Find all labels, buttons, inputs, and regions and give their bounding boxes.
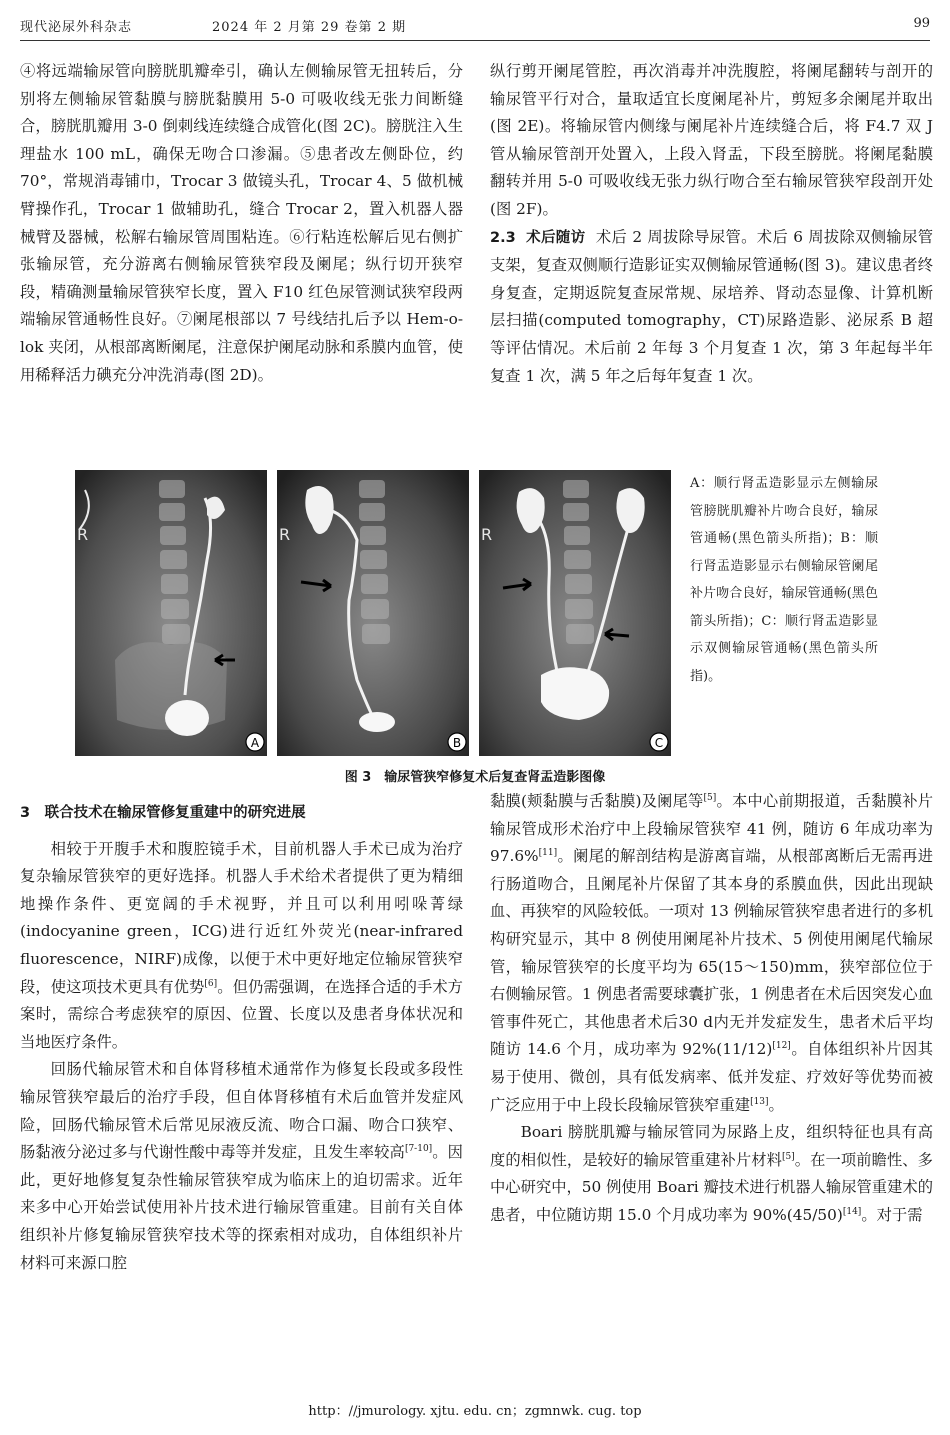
panel-label-c: C [654,736,664,750]
xray-image-c [479,470,671,756]
paragraph: 回肠代输尿管术和自体肾移植术通常作为修复长段或多段性输尿管狭窄最后的治疗手段，但自体肾移植有术后血管并发症风险，回肠代输尿管术后常见尿液反流、吻合口漏、吻合口狭窄、肠黏液分泌过多与代谢性酸中毒等并发症，且发生率较高[7-10]。因此，更好地修复复杂性输尿管狭窄成为临床上的迫切需求。近年来多中心开始尝试使用补片技术进行输尿管重建。目前有关自体组织补片修复输尿管狭窄技术等的探索相对成功，自体组织补片材料可来源口腔 [20,1060,463,1272]
figure-3-panels [75,470,675,756]
xray-image-b [277,470,469,756]
xray-panel-b [277,470,469,756]
citation: [5] [703,793,717,803]
panel-label-b: B [452,736,462,750]
citation: [14] [842,1206,862,1217]
citation: [12] [772,1041,791,1052]
paragraph: 相较于开腹手术和腹腔镜手术，目前机器人手术已成为治疗复杂输尿管狭窄的更好选择。机器人手术给术者提供了更为精细地操作条件、更宽阔的手术视野，并且可以利用吲哚菁绿(indocyanine green，ICG)进行近红外荧光(near-infrared fluorescence，NIRF)成像，以便于术中更好地定位输尿管狭窄段，使这项技术更具有优势[6]。但仍需强调，在选择合适的手术方案时，需综合考虑狭窄的原因、位置、长度以及患者身体状况和当地医疗条件。 [20,839,463,1051]
citation: [5] [781,1151,795,1162]
paragraph: 黏膜(颊黏膜与舌黏膜)及阑尾等[5]。本中心前期报道，舌黏膜补片输尿管成形术治疗中上段输尿管狭窄 41 例，随访 6 年成功率为 97.6%[11]。阑尾的解剖结构是游离盲端，从根部离断后无需再进行肠道吻合，且阑尾补片保留了其本身的系膜血供，因此出现缺血、再狭窄的风险较低。一项对 13 例输尿管狭窄患者进行的多机构研究显示，其中 8 例使用阑尾补片技术、5 例使用阑尾代输尿管，输尿管狭窄的长度平均为 65(15～150)mm，狭窄部位位于右侧输尿管。1 例患者需要球囊扩张，1 例患者在术后因突发心血管事件死亡，其他患者术后30 d内无并发症发生，患者术后平均随访 14.6 个月，成功率为 92%(11/12)[12]。自体组织补片因其易于使用、微创，具有低发病率、低并发症、疗效好等优势而被广泛应用于中上段长段输尿管狭窄重建[13]。 [490,792,933,1114]
panel-label-a: A [250,736,260,750]
citation: [13] [750,1096,769,1107]
figure-title: 图 3 输尿管狭窄修复术后复查肾盂造影图像 [344,770,606,785]
right-column-bottom [490,788,933,1230]
figure-side-caption: A：顺行肾盂造影显示左侧输尿管膀胱肌瓣补片吻合良好，输尿管通畅(黑色箭头所指)；B：顺行肾盂造影显示右侧输尿管阑尾补片吻合良好，输尿管通畅(黑色箭头所指)；C：顺行肾盂造影显示双侧输尿管通畅(黑色箭头所指)。 [690,476,878,684]
citation: [7-10] [404,1144,433,1155]
citation: [6] [204,978,218,989]
paragraph: ④将远端输尿管向膀胱肌瓣牵引，确认左侧输尿管无扭转后，分别将左侧输尿管黏膜与膀胱黏膜用 5-0 可吸收线无张力间断缝合，膀胱肌瓣用 3-0 倒刺线连续缝合成管化(图 2C)。膀胱注入生理盐水 100 mL，确保无吻合口渗漏。⑤患者改左侧卧位，约 70°，常规消毒铺巾，Trocar 3 做镜头孔，Trocar 4、5 做机械臂操作孔，Trocar 1 做辅助孔，缝合 Trocar 2，置入机器人器械臂及器械，松解右输尿管周围粘连。⑥行粘连松解后见右侧扩张输尿管，充分游离右侧输尿管狭窄段及阑尾；纵行切开狭窄段，精确测量输尿管狭窄长度，置入 F10 红色尿管测试狭窄段两端输尿管通畅性良好。⑦阑尾根部以 7 号线结扎后予以 Hem-o-lok 夹闭，从根部离断阑尾，注意保护阑尾动脉和系膜内血管，使用稀释活力碘充分冲洗消毒(图 2D)。 [20,62,463,384]
page-number: 99 [913,16,930,31]
paragraph: 纵行剪开阑尾管腔，再次消毒并冲洗腹腔，将阑尾翻转与剖开的输尿管平行对合，量取适宜长度阑尾补片，剪短多余阑尾并取出(图 2E)。将输尿管内侧缘与阑尾补片连续缝合后，将 F4.7 双 J 管从输尿管剖开处置入，上段入肾盂，下段至膀胱。将阑尾黏膜翻转并用 5-0 可吸收线无张力纵行吻合至右输尿管狭窄段剖开处(图 2F)。 [490,62,933,218]
section-title: 术后随访 [526,229,586,246]
citation: [11] [538,848,558,859]
right-column-top [490,58,933,390]
svg-text:R: R [279,525,291,544]
paragraph-text: 术后 2 周拔除导尿管。术后 6 周拔除双侧输尿管支架，复查双侧顺行造影证实双侧输尿管通畅(图 3)。建议患者终身复查，定期返院复查尿常规、尿培养、肾动态显像、计算机断层扫描(computed tomography，CT)尿路造影、泌尿系 B 超等评估情况。术后前 2 年每 3 个月复查 1 次，第 3 年起每半年复查 1 次，满 5 年之后每年复查 1 次。 [490,227,934,385]
section-3-heading: 3 联合技术在输尿管修复重建中的研究进展 [20,805,306,821]
xray-image-a [75,470,267,756]
running-header [20,14,930,41]
paragraph: Boari 膀胱肌瓣与输尿管同为尿路上皮，组织特征也具有高度的相似性，是较好的输尿管重建补片材料[5]。在一项前瞻性、多中心研究中，50 例使用 Boari 瓣技术进行机器人输尿管重建术的患者，中位随访期 15.0 个月成功率为 90%(45/50)[14]。对于需 [490,1123,933,1224]
xray-panel-c [479,470,671,756]
paragraph [490,224,933,391]
svg-text:R: R [77,525,89,544]
footer-url: http：//jmurology. xjtu. edu. cn；zgmnwk. cug. top [308,1404,642,1419]
issue-info: 2024 年 2 月第 29 卷第 2 期 [212,20,407,35]
left-column-bottom [20,800,463,1277]
xray-panel-a [75,470,267,756]
journal-name: 现代泌尿外科杂志 [20,20,133,35]
svg-text:R: R [481,525,493,544]
section-number: 2.3 [490,229,516,246]
left-column-top [20,58,463,389]
